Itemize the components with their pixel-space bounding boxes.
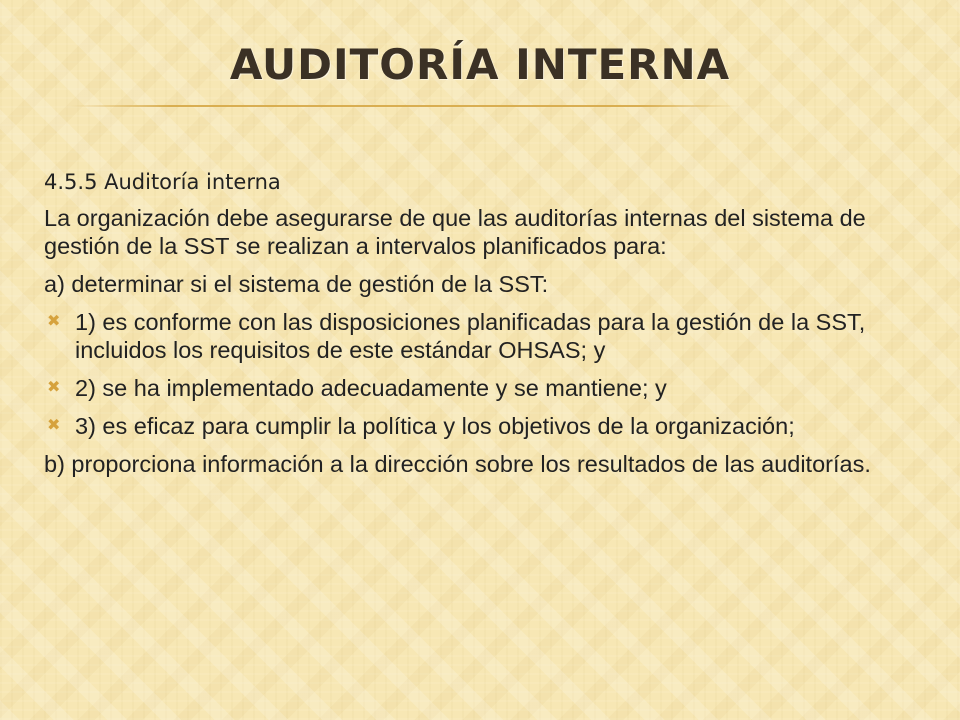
bullet-text: 3) es eficaz para cumplir la política y los objetivos de la organización; xyxy=(75,413,795,439)
title-underline xyxy=(70,105,740,107)
x-bullet-icon: ✖ xyxy=(47,417,61,434)
section-heading: 4.5.5 Auditoría interna xyxy=(44,170,281,194)
slide-title: AUDITORÍA INTERNA xyxy=(229,40,731,89)
intro-paragraph: La organización debe asegurarse de que las auditorías internas del sistema de gestión de la SST se realizan a intervalos planificados para: xyxy=(44,205,866,259)
x-bullet-icon: ✖ xyxy=(47,379,61,396)
bullet-text: 2) se ha implementado adecuadamente y se mantiene; y xyxy=(75,375,667,401)
bullet-item xyxy=(44,308,924,364)
point-b: b) proporciona información a la dirección sobre los resultados de las auditorías. xyxy=(44,451,871,477)
bullet-item xyxy=(44,412,924,440)
slide-body xyxy=(44,168,924,488)
bullet-text: 1) es conforme con las disposiciones planificadas para la gestión de la SST, incluidos los requisitos de este estándar OHSAS; y xyxy=(75,309,866,363)
x-bullet-icon: ✖ xyxy=(47,313,61,330)
bullet-item xyxy=(44,374,924,402)
point-a: a) determinar si el sistema de gestión de la SST: xyxy=(44,271,549,297)
